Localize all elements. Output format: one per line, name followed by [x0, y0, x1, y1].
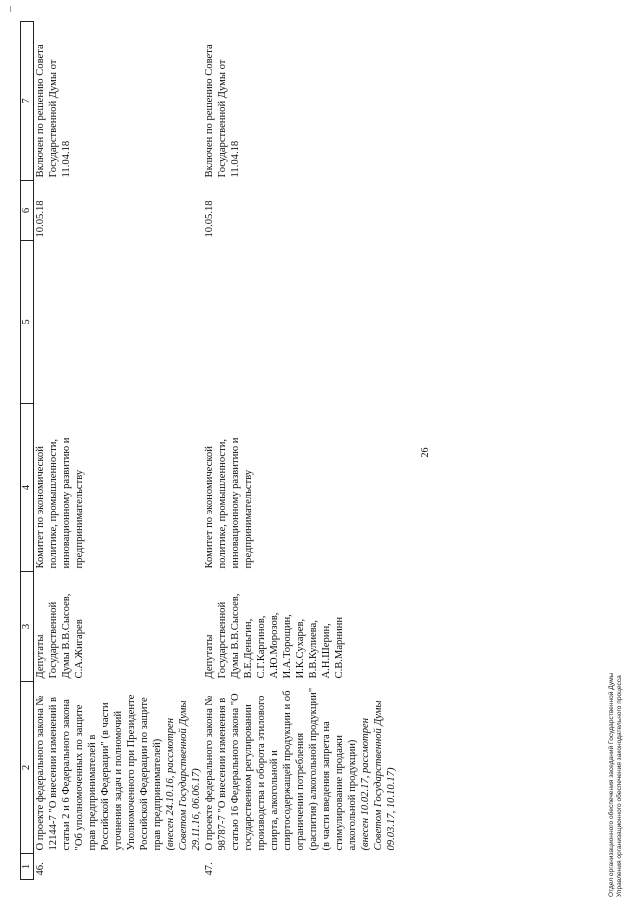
- bill-description-cell: [203, 682, 398, 854]
- column-header-2: 2: [21, 682, 34, 854]
- column-5-cell: [34, 241, 204, 404]
- table-row: [34, 22, 204, 880]
- column-header-7: 7: [21, 22, 34, 181]
- column-header-3: 3: [21, 572, 34, 682]
- footer-line-directorate: Управления организационного обеспечения законодательного процесса: [616, 675, 623, 897]
- row-number: 46.: [35, 862, 46, 876]
- authors-cell: Депутаты Государственной Думы В.В.Сысоев, С.А.Жигарев: [35, 593, 85, 679]
- column-header-6: 6: [21, 181, 34, 241]
- column-header-4: 4: [21, 404, 34, 572]
- column-header-1: 1: [21, 854, 34, 880]
- committee-cell: Комитет по экономической политике, промышленности, инновационному развитию и предпринимательству: [35, 437, 85, 569]
- page-number-text: 26: [420, 447, 431, 458]
- table-header-row: [21, 22, 34, 880]
- column-5-cell: [203, 241, 398, 404]
- bill-note: (внесен 10.02.17, рассмотрен Советом Государственной Думы 09.03.17, 10.10.17): [360, 700, 397, 851]
- bill-note: (внесен 24.10.16, рассмотрен Советом Государственной Думы 29.11.16, 06.06.17): [165, 700, 202, 851]
- column-header-5: 5: [21, 241, 34, 404]
- row-number: 47.: [204, 862, 215, 876]
- page-footer: [608, 0, 624, 905]
- date-cell: 10.05.18: [204, 200, 215, 238]
- page-number: [420, 0, 431, 905]
- committee-cell: Комитет по экономической политике, промышленности, инновационному развитию и предпринимательству: [204, 437, 254, 569]
- margin-mark: [10, 6, 11, 12]
- table-row: [203, 22, 398, 880]
- footer-line-department: Отдел организационного обеспечения заседаний Государственной Думы: [608, 672, 615, 897]
- authors-cell: Депутаты Государственной Думы В.В.Сысоев, В.Е.Деньгин, С.Г.Каргинов, А.Ю.Морозов, И.А.Торощин, И.К.Сухарев, В.В.Кулиева, А.Н.Шерин, С.В.Марнинн: [204, 593, 345, 679]
- bills-table: [20, 21, 398, 880]
- status-cell: Включен по решению Совета Государственной Думы от 11.04.18: [204, 44, 241, 178]
- date-cell: 10.05.18: [35, 200, 46, 238]
- status-cell: Включен по решению Совета Государственной Думы от 11.04.18: [35, 44, 72, 178]
- bill-title: О проекте федерального закона № 98787-7 "О внесении изменения в статью 16 Федерального закона "О государственном регулировании производства и оборота этилового спирта, алкогольной и спиртосодержащей продукции и об ограничении потребления (распития) алкогольной продукции" (в части введения запрета на стимулирование продажи алкогольной продукции): [204, 687, 358, 851]
- bill-title: О проекте федерального закона № 12144-7 "О внесении изменений в статьи 2 и 6 Федерального закона "Об уполномоченных по защите прав предпринимателей в Российской Федерации" (в части уточнения задач и полномочий Уполномоченного при Президенте Российской Федерации по защите прав предпринимателей): [35, 694, 163, 851]
- bill-description-cell: [34, 682, 204, 854]
